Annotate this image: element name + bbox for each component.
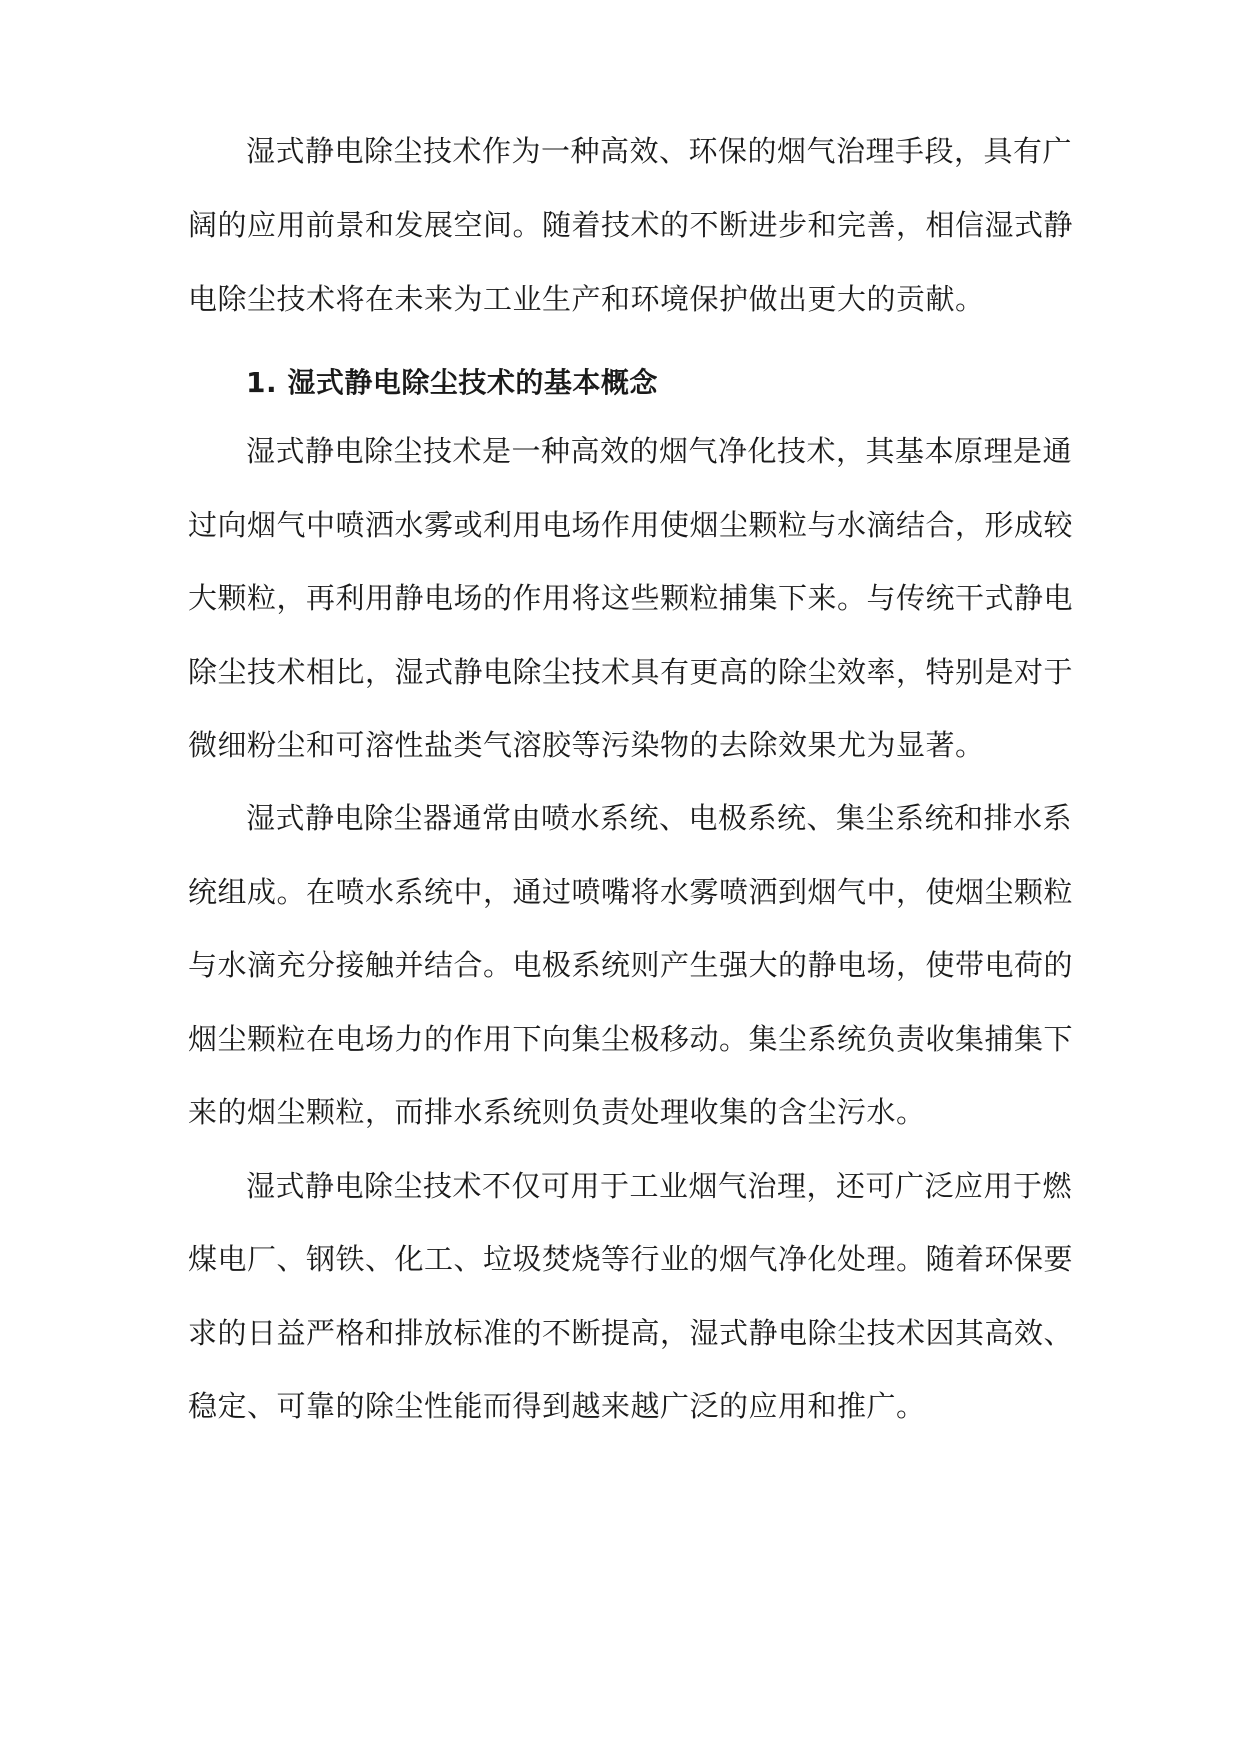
p3-line-1: 湿式静电除尘技术不仅可用于工业烟气治理，还可广泛应用于燃 <box>246 1169 1073 1203</box>
p3-line-2: 煤电厂、钢铁、化工、垃圾焚烧等行业的烟气净化处理。随着环保要 <box>188 1242 1074 1276</box>
p3-line-3: 求的日益严格和排放标准的不断提高，湿式静电除尘技术因其高效、 <box>188 1316 1074 1350</box>
p1-line-2: 过向烟气中喷洒水雾或利用电场作用使烟尘颗粒与水滴结合，形成较 <box>188 508 1074 542</box>
p2-line-1: 湿式静电除尘器通常由喷水系统、电极系统、集尘系统和排水系 <box>246 801 1073 835</box>
p3-line-4: 稳定、可靠的除尘性能而得到越来越广泛的应用和推广。 <box>188 1389 926 1423</box>
p2-line-5: 来的烟尘颗粒，而排水系统则负责处理收集的含尘污水。 <box>188 1095 926 1129</box>
intro-line-1: 湿式静电除尘技术作为一种高效、环保的烟气治理手段，具有广 <box>246 134 1073 168</box>
p2-line-3: 与水滴充分接触并结合。电极系统则产生强大的静电场，使带电荷的 <box>188 948 1074 982</box>
p1-line-4: 除尘技术相比，湿式静电除尘技术具有更高的除尘效率，特别是对于 <box>188 655 1074 689</box>
p2-line-4: 烟尘颗粒在电场力的作用下向集尘极移动。集尘系统负责收集捕集下 <box>188 1022 1074 1056</box>
section-heading: 1. 湿式静电除尘技术的基本概念 <box>246 366 658 399</box>
p1-line-1: 湿式静电除尘技术是一种高效的烟气净化技术，其基本原理是通 <box>246 434 1073 468</box>
intro-line-3: 电除尘技术将在未来为工业生产和环境保护做出更大的贡献。 <box>188 282 985 316</box>
intro-line-2: 阔的应用前景和发展空间。随着技术的不断进步和完善，相信湿式静 <box>188 208 1074 242</box>
p2-line-2: 统组成。在喷水系统中，通过喷嘴将水雾喷洒到烟气中，使烟尘颗粒 <box>188 875 1074 909</box>
p1-line-3: 大颗粒，再利用静电场的作用将这些颗粒捕集下来。与传统干式静电 <box>188 581 1074 615</box>
p1-line-5: 微细粉尘和可溶性盐类气溶胶等污染物的去除效果尤为显著。 <box>188 728 985 762</box>
